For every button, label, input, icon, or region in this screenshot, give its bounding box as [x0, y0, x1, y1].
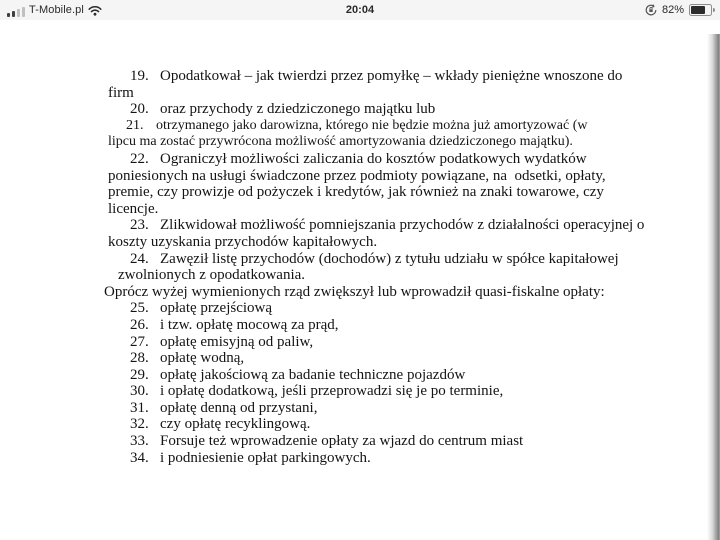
list-number: 28.	[130, 350, 149, 367]
list-number: 31.	[130, 399, 149, 416]
list-number: 23.	[130, 217, 149, 234]
text-line: zwolnionych z opodatkowania.	[118, 267, 306, 284]
list-item-text: Ograniczył możliwości zaliczania do kosztów podatkowych wydatków	[160, 150, 587, 167]
list-number: 29.	[130, 366, 149, 383]
text-line	[0, 350, 706, 367]
carrier-label: T-Mobile.pl	[29, 4, 84, 16]
list-number: 22.	[130, 150, 149, 167]
list-number: 25.	[130, 300, 149, 317]
battery-percent-label: 82%	[661, 4, 684, 16]
document-page[interactable]	[0, 20, 720, 540]
list-number: 21.	[126, 117, 144, 133]
text-line	[0, 433, 706, 450]
text-line	[0, 383, 706, 400]
text-line	[0, 367, 706, 384]
list-item-text: opłatę jakościową za badanie techniczne pojazdów	[160, 366, 466, 383]
list-item-text: i opłatę dodatkową, jeśli przeprowadzi się je po terminie,	[160, 383, 504, 400]
text-line	[0, 317, 706, 334]
list-item-text: i podniesienie opłat parkingowych.	[160, 449, 371, 466]
document-text-block	[0, 68, 706, 466]
text-line: Oprócz wyżej wymienionych rząd zwiększył lub wprowadził quasi-fiskalne opłaty:	[104, 283, 605, 300]
list-item-text: Zlikwidował możliwość pomniejszania przychodów z działalności operacyjnej o	[160, 217, 645, 234]
list-item-text: opłatę przejściową	[160, 300, 273, 317]
list-item-text: Forsuje też wprowadzenie opłaty za wjazd do centrum miast	[160, 433, 524, 450]
text-line	[0, 118, 706, 135]
text-line	[0, 251, 706, 268]
text-line: koszty uzyskania przychodów kapitałowych.	[108, 233, 378, 250]
list-number: 30.	[130, 383, 149, 400]
list-number: 24.	[130, 250, 149, 267]
status-bar	[0, 0, 720, 20]
list-item-text: Opodatkował – jak twierdzi przez pomyłkę – wkłady pieniężne wnoszone do	[160, 68, 623, 84]
list-number: 33.	[130, 433, 149, 450]
list-number: 32.	[130, 416, 149, 433]
text-line	[0, 400, 706, 417]
list-item-text: opłatę denną od przystani,	[160, 399, 318, 416]
list-number: 26.	[130, 316, 149, 333]
list-item-text: oraz przychody z dziedziczonego majątku lub	[160, 101, 436, 118]
list-number: 19.	[130, 68, 149, 84]
orientation-lock-icon	[645, 4, 657, 16]
list-item-text: i tzw. opłatę mocową za prąd,	[160, 316, 339, 333]
list-number: 20.	[130, 101, 149, 118]
battery-icon	[689, 4, 715, 16]
text-line	[0, 416, 706, 433]
list-item-text: opłatę emisyjną od paliw,	[160, 333, 314, 350]
text-line: licencje.	[108, 200, 159, 217]
text-line	[0, 68, 706, 85]
text-line: firm	[108, 84, 134, 101]
text-line	[0, 334, 706, 351]
page-edge-shadow	[707, 34, 720, 540]
list-number: 34.	[130, 449, 149, 466]
list-item-text: otrzymanego jako darowizna, którego nie będzie można już amortyzować (w	[156, 117, 588, 133]
status-bar-clock: 20:04	[345, 4, 375, 16]
list-number: 27.	[130, 333, 149, 350]
text-line: lipcu ma zostać przywrócona możliwość amortyzowania dziedziczonego majątku).	[108, 134, 573, 150]
text-line: premie, czy prowizje od pożyczek i kredytów, jak również na znaki towarowe, czy	[108, 184, 604, 201]
list-item-text: czy opłatę recyklingową.	[160, 416, 311, 433]
text-line	[0, 300, 706, 317]
text-line	[0, 151, 706, 168]
status-bar-right	[645, 0, 715, 20]
list-item-text: opłatę wodną,	[160, 350, 245, 367]
list-item-text: Zawęził listę przychodów (dochodów) z tytułu udziału w spółce kapitałowej	[160, 250, 619, 267]
text-line	[0, 101, 706, 118]
text-line: poniesionych na usługi świadczone przez podmioty powiązane, na odsetki, opłaty,	[108, 167, 606, 184]
text-line	[0, 217, 706, 234]
text-line	[0, 450, 706, 467]
